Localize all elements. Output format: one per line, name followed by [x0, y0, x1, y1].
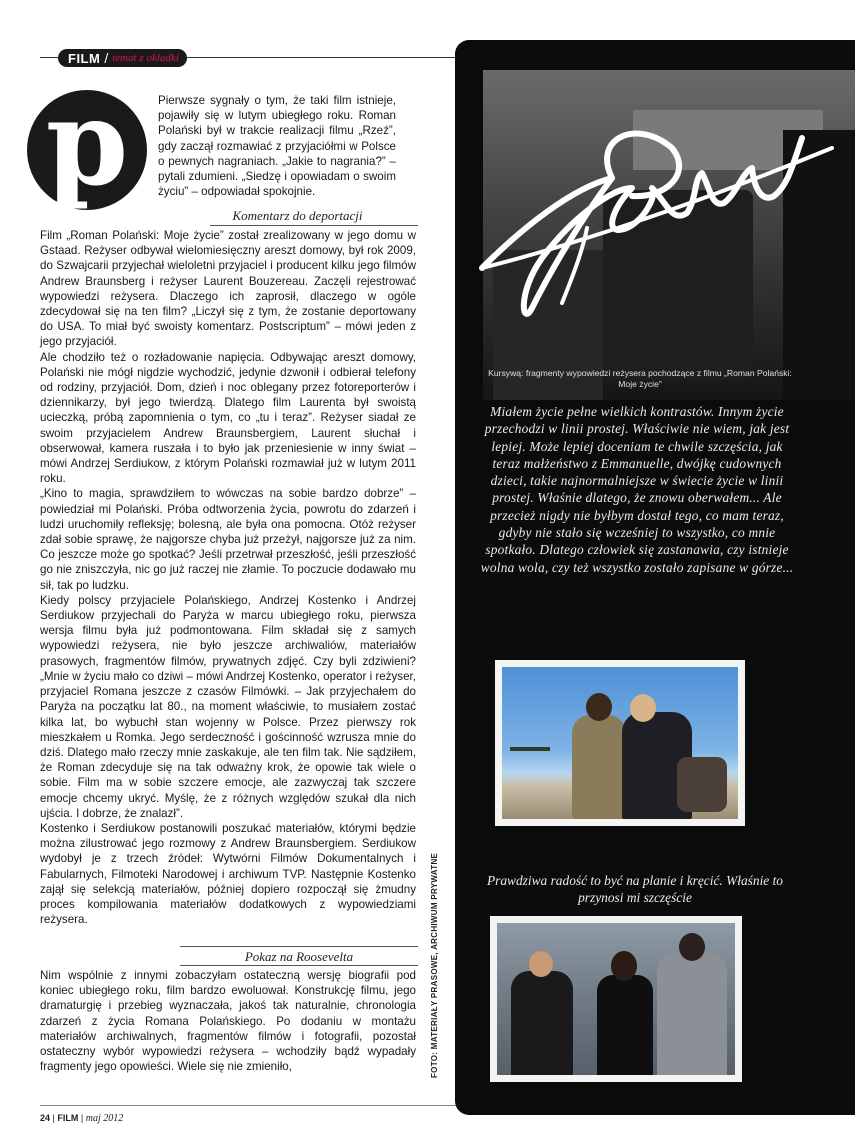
paragraph: Kostenko i Serdiukow postanowili poszukać materiałów, którymi będzie można zilustrować jego rozmowy z Andrew Braunsbergiem. Serdiukow wydobył je z trzech źródeł: Wytwórni Filmów Dokumentalnych i Fabularnych, Filmoteki Narodowej i archiwum TVP. Następnie Kostenko zajął się selekcją materiałów, później dopiero rozpoczął się żmudny proces kompilowania materiałów dodatkowych z wypowiedziami reżysera.	[40, 821, 416, 927]
photo-shape	[657, 953, 727, 1075]
signature-image	[462, 78, 842, 348]
dropcap-letter: p	[45, 73, 129, 212]
lead-text: Pierwsze sygnały o tym, że taki film istnieje, pojawiły się w lutym ubiegłego roku. Roman Polański był w trakcie realizacji filmu „Rzeź”, gdy zaczął rozmawiać z przyjaciółmi w Polsce o pewnych nagraniach. „Jakie to nagrania?” – pytali zdumieni. „Siedzę i opowiadam o swoim życiu” – odpowiadał spokojnie.	[158, 94, 396, 199]
dropcap	[27, 73, 147, 212]
photo-shape	[572, 715, 626, 819]
page-footer	[40, 1113, 123, 1124]
paragraph: Ale chodziło też o rozładowanie napięcia. Odbywając areszt domowy, Polański nie mógł nigdzie wychodzić, jedynie dzwonił i odbierał telefony od rodziny, przyjaciół. Dom, dzień i noc oblegany przez fotoreporterów i dziennikarzy, był jego twierdzą. Dlatego film Laurenta był swoistą ucieczką, próbą zapomnienia o tym, co „tu i teraz”. Reżyser siadał ze swoim przyjacielem Andrew Braunsbergiem, Laurent słuchał i obserwował, kamera ruszała i to było jak przeniesienie w inny świat – mówi Andrzej Serdiukow, z którym Polański rozmawiał już w lutym 2011 roku.	[40, 350, 416, 486]
article-body-continued	[40, 968, 416, 1074]
article-body	[40, 228, 416, 927]
photo-credit: FOTO: MATERIAŁY PRASOWE, ARCHIWUM PRYWATNE	[430, 852, 439, 1078]
section-label: FILM	[68, 50, 101, 66]
magazine-name: FILM	[57, 1113, 79, 1123]
paragraph: Nim wspólnie z innymi zobaczyłam ostateczną wersję biografii pod koniec ubiegłego roku, film bardzo ewoluował. Konstrukcję filmu, jego dramaturgię i przebieg wyznaczała, jakoś tak naturalnie, chronologia zdarzeń z życia Romana Polańskiego. Po dodaniu w montażu materiałów archiwalnych, fragmentów filmów i fotografii, pozostał ostateczny wybór wypowiedzi reżysera – wchodziły bądź wypadały fragmenty jego opowieści. Wiele się nie zmieniło,	[40, 969, 416, 1074]
subhead-rule	[180, 965, 418, 966]
footer-separator: |	[80, 1113, 84, 1123]
photo-shape	[510, 747, 550, 751]
photo-set	[490, 916, 742, 1082]
film-caption: Kursywą: fragmenty wypowiedzi reżysera pochodzące z filmu „Roman Polański: Moje życie”	[488, 368, 792, 389]
photo-beach	[495, 660, 745, 826]
subsection-label: temat z okładki	[112, 52, 179, 64]
photo-beach-image	[502, 667, 738, 819]
issue-date: maj 2012	[85, 1113, 124, 1124]
footer-separator: |	[52, 1113, 55, 1123]
photo-shape	[597, 975, 653, 1075]
paragraph: Kiedy polscy przyjaciele Polańskiego, Andrzej Kostenko i Andrzej Serdiukow przyjechali do Paryża w marcu ubiegłego roku, pierwsza wersja filmu była już podmontowana. Film składał się z samych wypowiedzi reżysera, nie było jeszcze archiwaliów, materiałów prasowych, fragmentów filmów, prywatnych zdjęć. Czy byli zdziwieni? „Mnie w życiu mało co dziwi – mówi Andrzej Kostenko, operator i reżyser, przyjaciel Romana jeszcze z czasów Filmówki. – Jak przyjechałem do Paryża na początku lat 80., na moment właściwie, to musiałem zostać kilka lat, bo wybuchł stan wojenny w Polsce. Przez pierwszy rok mieszkałem u Romka. Jego serdeczność i gościnność wzrusza mnie do dziś. Dlatego mało rzeczy mnie zaskakuje, ale ten film tak. Nie sądziłem, że Roman zdecyduje się na tak odważny krok, że opowie tak wiele o sobie. Film ma w sobie szczere emocje, ale zazwyczaj tak szczere emocje chcemy ukryć. Myślę, że z różnych względów szukał dla nich ujścia. I dobrze, że znalazł”.	[40, 593, 416, 820]
footer-rule	[40, 1105, 458, 1106]
paragraph: Film „Roman Polański: Moje życie” został zrealizowany w jego domu w Gstaad. Reżyser odbywał wielomiesięczny areszt domowy, był rok 2009, do Szwajcarii przyjechał wieloletni przyjaciel i producent kilku jego filmów Andrew Braunsberg i reżyser Laurent Bouzereau. Zaczęli rejestrować wypowiedzi reżysera. Dlaczego ich zaprosił, dlaczego w ogóle zdecydował się na ten film? „Liczył się z tym, że zostanie deportowany do USA. To miał być swoisty komentarz. Postscriptum” – mówi jeden z jego przyjaciół.	[40, 229, 416, 349]
paragraph: „Kino to magia, sprawdziłem to wówczas na sobie bardzo dobrze” – powiedział mi Polański. Próba odtworzenia życia, powrotu do zdarzeń i ludzi uruchomiły refleksję; bolesną, ale była ona pomocna. Otóż reżyser zdał sobie sprawę, że najgorsze chyba już przeżył, najgorsze już za nim. Co jeszcze może go spotkać? Jeśli przetrwał przeszłość, jeśli przeszłość go nie zniszczyła, nic go już raczej nie złamie. To poczucie dodawało mu sił, tak po ludzku.	[40, 487, 416, 592]
lead-paragraph	[158, 93, 396, 199]
photo-caption: Prawdziwa radość to być na planie i kręcić. Właśnie to przynosi mi szczęście	[486, 873, 784, 905]
subhead-rule	[210, 225, 418, 226]
photo-set-image	[497, 923, 735, 1075]
subhead-rule-top	[180, 946, 418, 947]
photo-shape	[511, 971, 573, 1075]
photo-shape	[677, 757, 727, 812]
section-slash: /	[104, 50, 109, 66]
pull-quote: Miałem życie pełne wielkich kontrastów. Innym życie przechodzi w linii prostej. Właściwie nie wiem, jak jest lepiej. Może lepiej doceniam te chwile szczęścia, jak teraz małżeństwo z Emmanuelle, dwójkę cudownych dzieci, takie najnormalniejsze w świecie życie w linii prostej. Właśnie dlatego, że znowu oberwałem... Ale przecież nigdy nie byłbym dostał tego, co mam teraz, gdyby nie stało się wcześniej to wszystko, co mnie spotkało. Dlatego człowiek się zastanawia, czy istnieje wolna wola, czy też wszystko zostało zapisane w górze...	[480, 404, 794, 575]
subhead-roosevelta: Pokaz na Roosevelta	[244, 949, 354, 964]
page-number: 24	[40, 1113, 51, 1123]
subhead-deportation: Komentarz do deportacji	[232, 208, 363, 223]
section-tag	[58, 49, 187, 67]
